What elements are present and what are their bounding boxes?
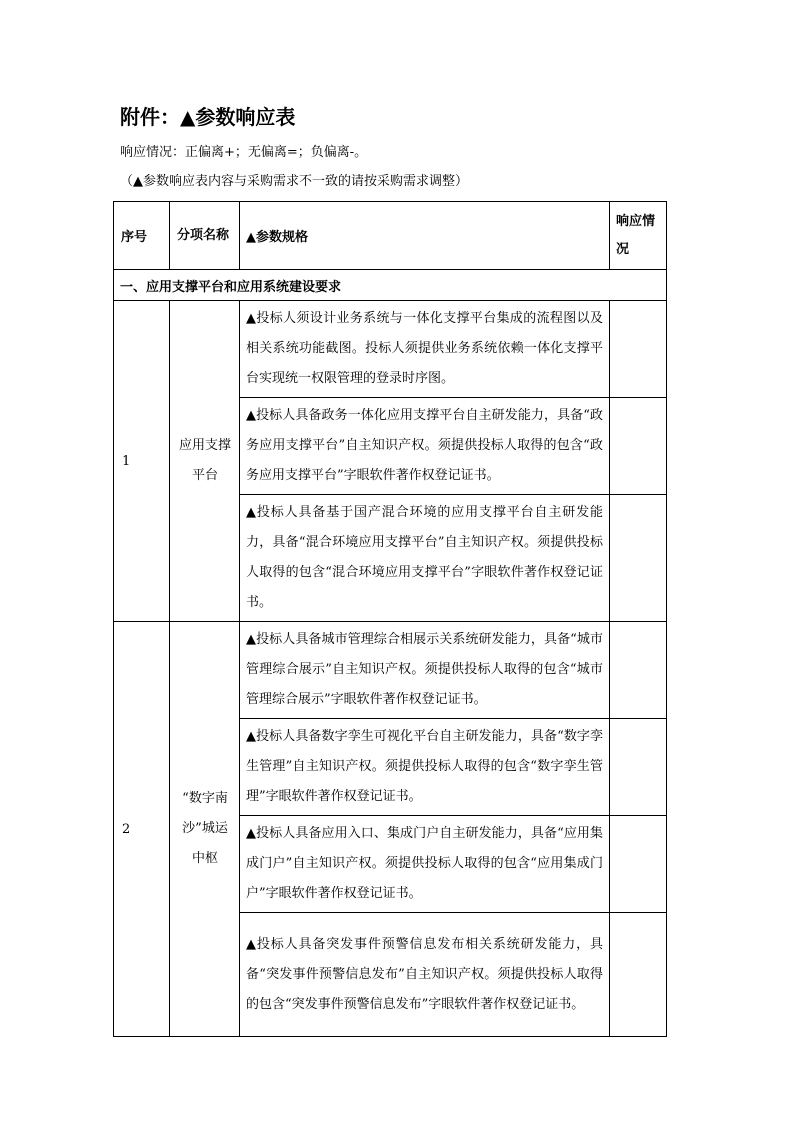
spec-text: ▲投标人须设计业务系统与一体化支撑平台集成的流程图以及相关系统功能截图。投标人须提供业务系统依赖一体化支撑平台实现统一权限管理的登录时序图。 bbox=[240, 301, 610, 398]
spec-text: ▲投标人具备城市管理综合相展示关系统研发能力，具备“城市管理综合展示”自主知识产权。须提供投标人取得的包含“城市管理综合展示”字眼软件著作权登记证书。 bbox=[240, 622, 610, 719]
spec-text: ▲投标人具备数字孪生可视化平台自主研发能力，具备“数字孪生管理”自主知识产权。须提供投标人取得的包含“数字孪生管理”字眼软件著作权登记证书。 bbox=[240, 719, 610, 816]
response-legend: 响应情况：正偏离+；无偏离=；负偏离-。 bbox=[120, 145, 368, 160]
row-number: 2 bbox=[114, 622, 170, 1037]
column-header-spec: ▲参数规格 bbox=[240, 202, 610, 270]
response-input-cell[interactable] bbox=[610, 301, 667, 398]
response-input-cell[interactable] bbox=[610, 398, 667, 495]
column-header-category: 分项名称 bbox=[170, 202, 240, 270]
table-header-row bbox=[114, 202, 667, 270]
spec-text: ▲投标人具备政务一体化应用支撑平台自主研发能力，具备“政务应用支撑平台”自主知识产权。须提供投标人取得的包含“政务应用支撑平台”字眼软件著作权登记证书。 bbox=[240, 398, 610, 495]
section-title: 一、应用支撑平台和应用系统建设要求 bbox=[114, 270, 667, 301]
column-header-response: 响应情况 bbox=[610, 202, 667, 270]
category-name: “数字南沙”城运中枢 bbox=[170, 622, 240, 1037]
parameter-response-table bbox=[113, 201, 667, 1037]
response-input-cell[interactable] bbox=[610, 495, 667, 622]
table-row bbox=[114, 301, 667, 398]
page-title: 附件：▲参数响应表 bbox=[120, 105, 296, 129]
response-input-cell[interactable] bbox=[610, 816, 667, 913]
spec-text: ▲投标人具备应用入口、集成门户自主研发能力，具备“应用集成门户”自主知识产权。须提供投标人取得的包含“应用集成门户”字眼软件著作权登记证书。 bbox=[240, 816, 610, 913]
table-row bbox=[114, 622, 667, 719]
response-input-cell[interactable] bbox=[610, 622, 667, 719]
section-row bbox=[114, 270, 667, 301]
response-input-cell[interactable] bbox=[610, 719, 667, 816]
response-input-cell[interactable] bbox=[610, 913, 667, 1037]
table-note: （▲参数响应表内容与采购需求不一致的请按采购需求调整） bbox=[120, 174, 468, 189]
category-name: 应用支撑平台 bbox=[170, 301, 240, 622]
spec-text: ▲投标人具备基于国产混合环境的应用支撑平台自主研发能力，具备“混合环境应用支撑平台”自主知识产权。须提供投标人取得的包含“混合环境应用支撑平台”字眼软件著作权登记证书。 bbox=[240, 495, 610, 622]
column-header-no: 序号 bbox=[114, 202, 170, 270]
row-number: 1 bbox=[114, 301, 170, 622]
spec-text: ▲投标人具备突发事件预警信息发布相关系统研发能力，具备“突发事件预警信息发布”自主知识产权。须提供投标人取得的包含“突发事件预警信息发布”字眼软件著作权登记证书。 bbox=[240, 913, 610, 1037]
